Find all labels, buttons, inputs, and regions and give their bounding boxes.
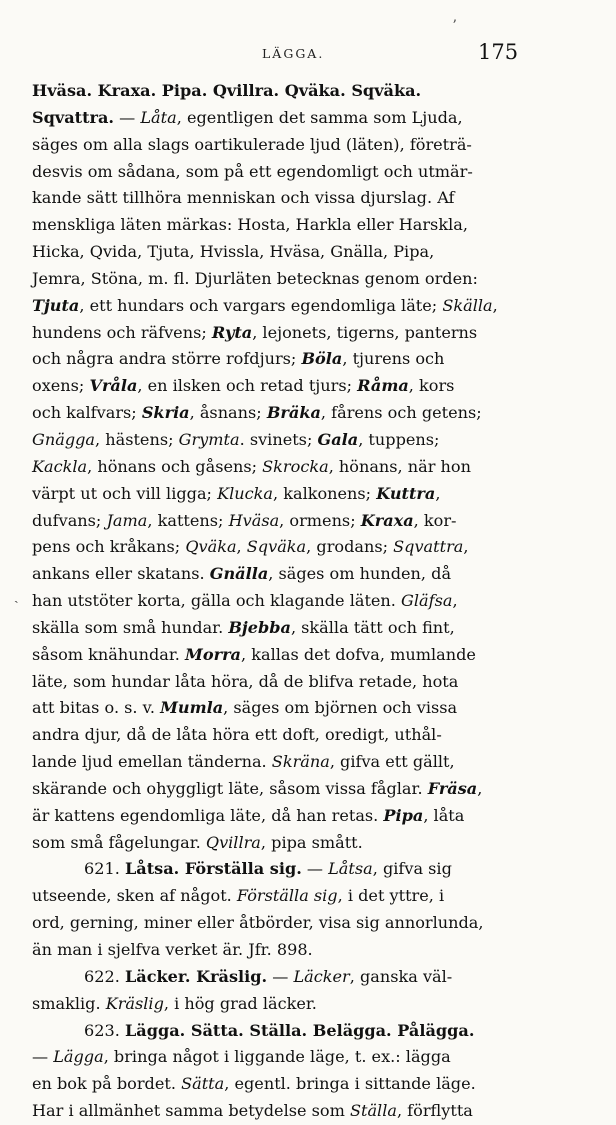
text-run: och kalfvars; — [32, 403, 142, 423]
text-line — [32, 937, 572, 964]
emphasized-term: Bjebba — [228, 617, 291, 637]
emphasized-term: Vråla — [89, 376, 138, 396]
text-line — [32, 1098, 572, 1125]
text-run: , låta — [423, 805, 465, 825]
text-run: , säges om björnen och vissa — [223, 698, 458, 718]
text-run: , hönans och gåsens; — [87, 456, 263, 476]
text-line — [32, 185, 572, 212]
emphasized-term: Böla — [301, 349, 343, 369]
text-run: , tjurens och — [342, 349, 445, 369]
text-line — [32, 1071, 572, 1098]
text-line — [32, 427, 572, 454]
entry-text — [32, 78, 572, 1125]
text-line — [32, 293, 572, 320]
text-line — [32, 320, 572, 347]
text-run: , förflytta — [396, 1101, 473, 1121]
emphasized-term: Ryta — [211, 322, 253, 342]
text-run: — — [267, 966, 294, 986]
text-run: — — [114, 107, 141, 127]
text-line — [32, 400, 572, 427]
text-line — [32, 910, 572, 937]
text-line — [32, 856, 572, 883]
emphasized-term: Lägga — [53, 1047, 104, 1067]
emphasized-term: Ställa — [349, 1101, 397, 1121]
page-number: 175 — [478, 40, 519, 64]
emphasized-term: Klucka — [217, 483, 273, 503]
emphasized-term: Skälla — [442, 295, 493, 315]
text-run: , i det yttre, i — [337, 886, 445, 906]
text-run: , kors — [408, 376, 455, 396]
text-run: , — [435, 483, 441, 503]
emphasized-term: Morra — [185, 644, 241, 664]
text-line — [32, 830, 572, 857]
running-head: LÄGGA. — [262, 46, 325, 61]
emphasized-term: Sqväka — [246, 537, 307, 557]
text-run: , skälla tätt och fint, — [290, 617, 455, 637]
emphasized-term: Låtsa. Förställa sig. — [124, 859, 302, 879]
text-run: 621. — [84, 859, 125, 879]
text-line — [32, 266, 572, 293]
text-run: läte, som hundar låta höra, då de blifva retade, hota — [32, 671, 459, 691]
text-run: kande sätt tillhöra menniskan och vissa djurslag. Af — [32, 188, 455, 208]
text-run: , hästens; — [95, 429, 179, 449]
emphasized-term: Läcker. Kräslig. — [124, 966, 268, 986]
emphasized-term: Kraxa — [360, 510, 414, 530]
text-line — [32, 212, 572, 239]
text-run: , fårens och getens; — [320, 403, 482, 423]
emphasized-term: Pipa — [383, 805, 424, 825]
text-run: , ett hundars och vargars egendomliga läte; — [79, 295, 443, 315]
emphasized-term: Kräslig — [105, 993, 164, 1013]
text-run: Hicka, Qvida, Tjuta, Hvissla, Hväsa, Gnälla, Pipa, — [32, 242, 435, 262]
text-run: ankans eller skatans. — [32, 564, 210, 584]
text-run: , gifva ett gällt, — [329, 752, 455, 772]
emphasized-term: Skrocka — [262, 456, 329, 476]
text-run: ord, gerning, miner eller åtbörder, visa sig annorlunda, — [32, 913, 484, 933]
emphasized-term: Sqvattra — [393, 537, 464, 557]
text-run: , — [236, 537, 247, 557]
text-run: , lejonets, tigerns, panterns — [252, 322, 478, 342]
text-run: , — [463, 537, 469, 557]
page-header — [0, 40, 616, 70]
text-line — [32, 1018, 572, 1045]
emphasized-term: Låta — [140, 107, 177, 127]
text-run: , egentl. bringa i sittande läge. — [224, 1074, 476, 1094]
text-line — [32, 615, 572, 642]
emphasized-term: Grymta — [178, 429, 240, 449]
emphasized-term: Gnälla — [209, 564, 269, 584]
emphasized-term: Mumla — [160, 698, 224, 718]
text-line — [32, 561, 572, 588]
emphasized-term: Läcker — [293, 966, 350, 986]
emphasized-term: Kuttra — [376, 483, 436, 503]
emphasized-term: Förställa sig — [236, 886, 338, 906]
text-run: 622. — [84, 966, 125, 986]
emphasized-term: Kackla — [32, 456, 88, 476]
emphasized-term: Sqvattra. — [32, 107, 115, 127]
text-run: än man i sjelfva verket är. Jfr. 898. — [32, 940, 313, 959]
text-run: desvis om sådana, som på ett egendomligt och utmär- — [32, 161, 473, 181]
emphasized-term: Qvillra — [205, 832, 261, 852]
text-line — [32, 991, 572, 1018]
text-line — [32, 454, 572, 481]
text-run: , en ilsken och retad tjurs; — [137, 376, 358, 396]
text-run: , tuppens; — [358, 429, 440, 449]
text-line — [32, 78, 572, 105]
text-run: lande ljud emellan tänderna. — [32, 752, 272, 772]
text-run: han utstöter korta, gälla och klagande läten. — [32, 591, 402, 611]
text-run: , bringa något i liggande läge, t. ex.: lägga — [103, 1047, 451, 1067]
text-line — [32, 105, 572, 132]
text-run: Jemra, Stöna, m. fl. Djurläten betecknas genom orden: — [32, 268, 478, 288]
emphasized-term: Sätta — [181, 1074, 225, 1094]
text-line — [32, 776, 572, 803]
text-line — [32, 669, 572, 696]
text-run: , kattens; — [147, 510, 229, 530]
text-run: som små fågelungar. — [32, 832, 206, 852]
emphasized-term: Gläfsa — [401, 591, 453, 611]
text-run: , i hög grad läcker. — [163, 993, 317, 1013]
text-line — [32, 132, 572, 159]
emphasized-term: Jama — [106, 510, 148, 530]
text-run: hundens och räfvens; — [32, 322, 212, 342]
text-run: , — [492, 295, 498, 315]
emphasized-term: Hväsa. Kraxa. Pipa. Qvillra. Qväka. Sqväka. — [32, 81, 422, 100]
emphasized-term: Låtsa — [328, 859, 373, 879]
text-run: och några andra större rofdjurs; — [32, 349, 302, 369]
margin-mark-top: ʼ — [452, 18, 457, 34]
text-run: , pipa smått. — [260, 832, 363, 852]
text-line — [32, 803, 572, 830]
emphasized-term: Skräna — [271, 752, 330, 772]
text-run: utseende, sken af något. — [32, 886, 237, 906]
text-run: , — [452, 591, 458, 611]
text-line — [32, 964, 572, 991]
text-run: smaklig. — [32, 993, 106, 1013]
emphasized-term: Tjuta — [32, 295, 80, 315]
text-run: dufvans; — [32, 510, 107, 530]
text-run: såsom knähundar. — [32, 644, 186, 664]
text-run: , grodans; — [306, 537, 394, 557]
emphasized-term: Fräsa — [427, 778, 478, 798]
text-run: oxens; — [32, 376, 90, 396]
text-run: , kallas det dofva, mumlande — [240, 644, 476, 664]
text-run: , ormens; — [279, 510, 361, 530]
text-run: , gifva sig — [372, 859, 452, 879]
text-run: andra djur, då de låta höra ett doft, oredigt, uthål- — [32, 725, 442, 745]
emphasized-term: Råma — [357, 376, 409, 396]
emphasized-term: Skria — [141, 403, 190, 423]
text-line — [32, 373, 572, 400]
text-run: — — [301, 859, 329, 879]
text-run: , ganska väl- — [349, 966, 453, 986]
text-line — [32, 481, 572, 508]
text-run: , kalkonens; — [272, 483, 377, 503]
text-run: en bok på bordet. — [32, 1074, 182, 1094]
text-run: pens och kråkans; — [32, 537, 186, 557]
text-run: , kor- — [413, 510, 457, 530]
text-line — [32, 588, 572, 615]
text-run: , egentligen det samma som Ljuda, — [176, 107, 463, 127]
text-run: menskliga läten märkas: Hosta, Harkla eller Harskla, — [32, 215, 468, 235]
text-line — [32, 695, 572, 722]
margin-mark-left: ˏ — [14, 588, 19, 604]
text-line — [32, 883, 572, 910]
emphasized-term: Hväsa — [228, 510, 280, 530]
text-run: skärande och ohyggligt läte, såsom vissa fåglar. — [32, 778, 428, 798]
text-line — [32, 1044, 572, 1071]
text-run: säges om alla slags oartikulerade ljud (läten), företrä- — [32, 134, 472, 154]
text-line — [32, 239, 572, 266]
text-run: skälla som små hundar. — [32, 617, 229, 637]
text-run: , — [477, 778, 483, 798]
text-run: att bitas o. s. v. — [32, 698, 161, 718]
text-run: Har i allmänhet samma betydelse som — [32, 1101, 350, 1121]
text-run: 623. — [84, 1020, 125, 1040]
text-run: , hönans, när hon — [328, 456, 471, 476]
text-line — [32, 642, 572, 669]
text-line — [32, 749, 572, 776]
emphasized-term: Lägga. Sätta. Ställa. Belägga. Pålägga. — [124, 1020, 475, 1040]
text-run: — — [32, 1047, 54, 1067]
text-run: , säges om hunden, då — [268, 564, 452, 584]
text-run: . svinets; — [239, 429, 318, 449]
text-line — [32, 508, 572, 535]
emphasized-term: Gnägga — [32, 429, 96, 449]
text-run: värpt ut och vill ligga; — [32, 483, 218, 503]
emphasized-term: Gala — [317, 429, 359, 449]
text-line — [32, 722, 572, 749]
text-line — [32, 534, 572, 561]
emphasized-term: Bräka — [266, 403, 321, 423]
text-line — [32, 159, 572, 186]
text-line — [32, 346, 572, 373]
text-run: är kattens egendomliga läte, då han retas. — [32, 805, 384, 825]
emphasized-term: Qväka — [185, 537, 237, 557]
text-run: , åsnans; — [189, 403, 267, 423]
